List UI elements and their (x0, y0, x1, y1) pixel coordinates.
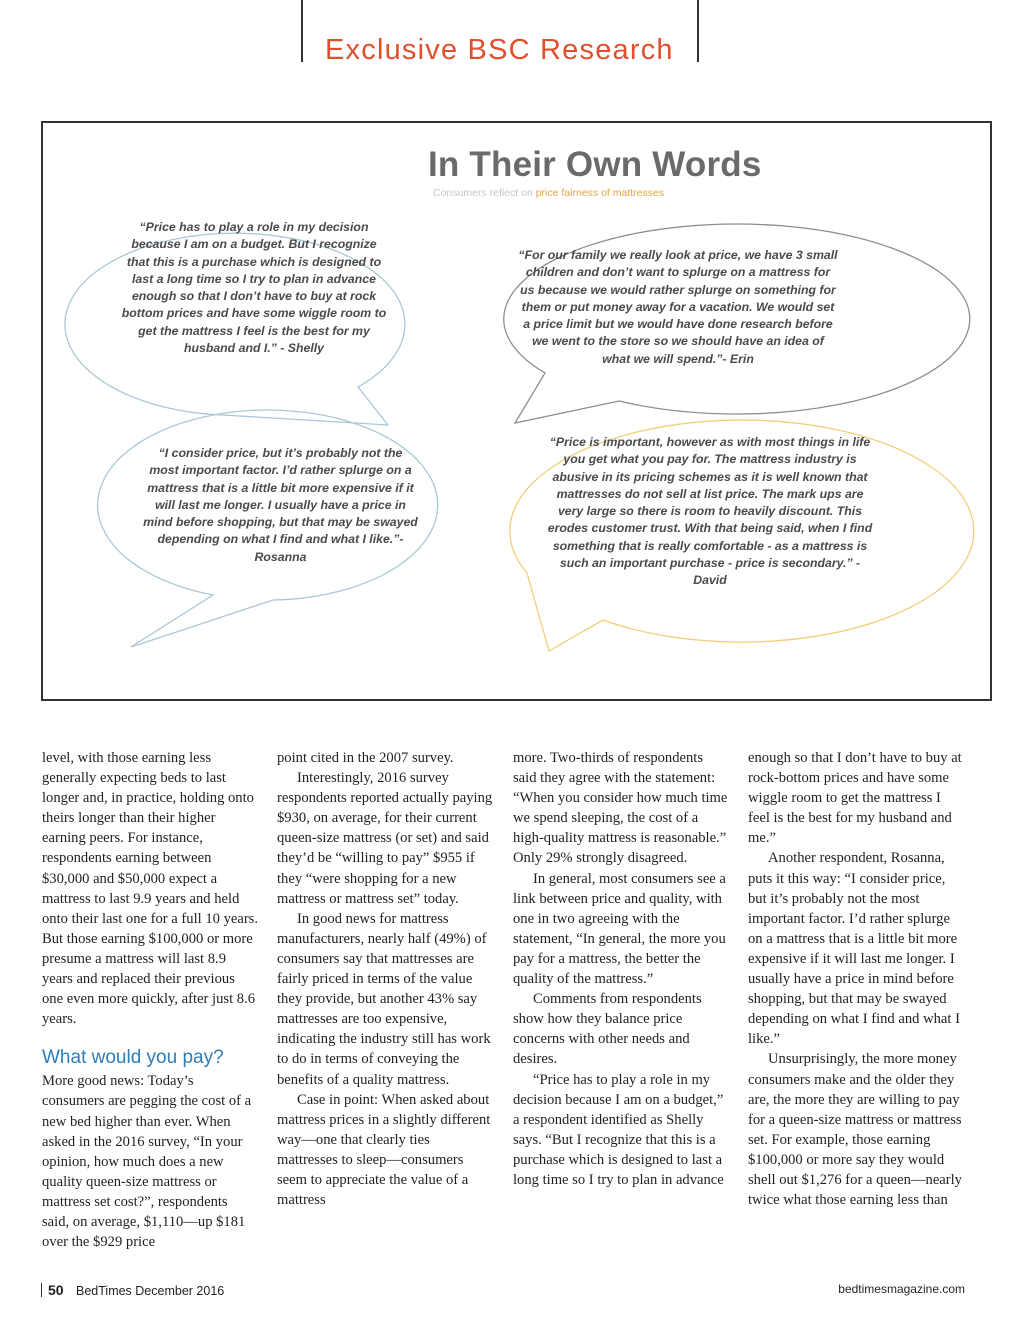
section-title: Exclusive BSC Research (325, 34, 674, 66)
paragraph: enough so that I don’t have to buy at rock-bottom prices and have some wiggle room to get the mattress I feel is the best for my husband and me.” (748, 750, 962, 847)
footer-rule (41, 1283, 42, 1297)
figure-subtitle-highlight: price fairness of mattresses (535, 187, 665, 199)
quote-shelly: “Price has to play a role in my decision because I am on a budget. But I recognize that this is a purchase which is designed to last a long time so I try to plan in advance enough so that I don’t have to buy at rock bottom prices and have some wiggle room to get the mattress I feel is the best for my husband and I.” - Shelly (121, 220, 387, 356)
paragraph: More good news: Today’s consumers are pegging the cost of a new bed higher than ever. When asked in the 2016 survey, “In your opinion, how much does a new quality queen-size mattress or mattress set cost?”, respondents said, on average, $1,110—up $181 over the $929 price (42, 1073, 252, 1251)
paragraph: Unsurprisingly, the more money consumers make and the older they are, the more they are willing to pay for a queen-size mattress or mattress set. For example, those earning $100,000 or more say they would shell out $1,276 for a queen—nearly twice what those earning less than (748, 1051, 962, 1209)
paragraph: Another respondent, Rosanna, puts it this way: “I consider price, but it’s probably not the most important factor. I’d rather splurge on a mattress that is a little bit more expensive if it will last me longer. I usually have a price in mind before shopping, but that may be swayed depending on what I find and what I like.” (748, 850, 960, 1048)
paragraph: Interestingly, 2016 survey respondents reported actually paying $930, on average, for their current queen-size mattress (or set) and said they’d be “willing to pay” $955 if they “were shopping for a new mattress or mattress set” today. (277, 770, 493, 907)
header-rule-left (301, 0, 303, 62)
figure-subtitle-prefix: Consumers reflect on (433, 187, 536, 199)
article-column-1 (42, 748, 258, 1252)
paragraph: point cited in the 2007 survey. (277, 750, 454, 766)
page-number: 50 (48, 1282, 64, 1298)
article-column-2 (277, 748, 493, 1210)
paragraph: In general, most consumers see a link between price and quality, with one in two agreeing with the statement, “In general, the more you pay for a mattress, the better the quality of the mattress.” (513, 870, 726, 988)
article-column-3 (513, 748, 729, 1190)
quote-erin: “For our family we really look at price, we have 3 small children and don’t want to splurge on a mattress for us because we would rather splurge on something for them or put money away for a vacation. We would set a price limit but we would have done research before we went to the store so we should have an idea of what we will spend.”- Erin (518, 248, 838, 366)
quote-david: “Price is important, however as with most things in life you get what you pay for. The mattress industry is abusive in its pricing schemes as it is well known that mattresses do not sell at list price. The mark ups are very large so there is room to heavily discount. This erodes customer trust. With that being said, when I find something that is really comfortable - as a mattress is such an important purchase - price is secondary.” - David (547, 435, 873, 588)
paragraph: Comments from respondents show how they balance price concerns with other needs and desires. (513, 991, 702, 1068)
paragraph: more. Two-thirds of respondents said they agree with the statement: “When you consider how much time we spend sleeping, the cost of a high-quality mattress is reasonable.” Only 29% strongly disagreed. (513, 750, 728, 867)
subhead-what-would-you-pay: What would you pay? (42, 1047, 224, 1069)
paragraph: Case in point: When asked about mattress prices in a slightly different way—one that clearly ties mattresses to sleep—consumers seem to appreciate the value of a mattress (277, 1091, 491, 1209)
figure-title: In Their Own Words (428, 145, 762, 184)
article-column-4 (748, 748, 964, 1210)
header-rule-right (697, 0, 699, 62)
speech-bubbles (43, 123, 990, 699)
paragraph: “Price has to play a role in my decision because I am on a budget,” a respondent identified as Shelly says. “But I recognize that this is a purchase which is designed to last a long time so I try to plan in advance (513, 1071, 724, 1188)
publication-info: BedTimes December 2016 (76, 1284, 225, 1298)
paragraph: level, with those earning less generally expecting beds to last longer and, in practice, holding onto theirs longer than their higher earning peers. For instance, respondents earning between $30,000 and $50,000 expect a mattress to last 9.9 years and held onto their last one for a full 10 years. But those earning $100,000 or more presume a mattress will last 8.9 years and replaced their previous one even more quickly, after just 8.6 years. (42, 750, 259, 1028)
quote-rosanna: “I consider price, but it’s probably not the most important factor. I’d rather splurge on a mattress that is a little bit more expensive if it will last me longer. I usually have a price in mind before shopping, but that may be swayed depending on what I find and what I like.”-Rosanna (143, 446, 418, 564)
quotes-figure (41, 121, 992, 701)
paragraph: In good news for mattress manufacturers, nearly half (49%) of consumers say that mattresses are fairly priced in terms of the value they provide, but another 43% say mattresses are too expensive, indicating the industry still has work to do in terms of conveying the benefits of a quality mattress. (277, 910, 491, 1088)
website-url[interactable]: bedtimesmagazine.com (838, 1282, 965, 1296)
